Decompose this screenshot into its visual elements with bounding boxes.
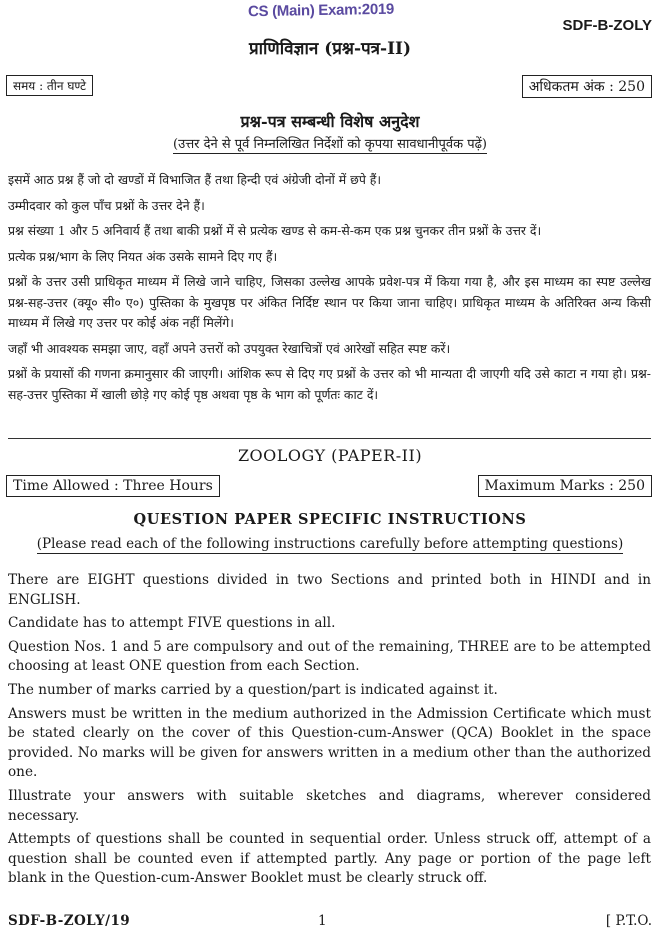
english-instruction: Question Nos. 1 and 5 are compulsory and out of the remaining, THREE are to be attempted choosing at least ONE question from each Section. xyxy=(8,638,651,675)
english-instruction: The number of marks carried by a question/part is indicated against it. xyxy=(8,681,498,698)
hindi-max-marks: अधिकतम अंक : 250 xyxy=(522,75,652,98)
exam-stamp: CS (Main) Exam:2019 xyxy=(247,0,395,21)
please-turn-over: [ P.T.O. xyxy=(605,913,652,929)
paper-code: SDF-B-ZOLY xyxy=(562,17,652,34)
english-instruction: Attempts of questions shall be counted in sequential order. Unless struck off, attempt of a question shall be counted even if attempted partly. Any page or portion of the page left blank in the Question-cum-Answer Booklet must be clearly struck off. xyxy=(8,831,651,887)
hindi-instruction: प्रत्येक प्रश्न/भाग के लिए नियत अंक उसके सामने दिए गए हैं। xyxy=(8,248,278,264)
hindi-paper-title: प्राणिविज्ञान (प्रश्न-पत्र-II) xyxy=(248,39,412,59)
hindi-instruction: इसमें आठ प्रश्न हैं जो दो खण्डों में विभाजित हैं तथा हिन्दी एवं अंग्रेजी दोनों में छपे हैं। xyxy=(8,172,382,187)
english-instruction: There are EIGHT questions divided in two Sections and printed both in HINDI and in ENGLISH. xyxy=(8,572,651,608)
page-number: 1 xyxy=(318,913,327,929)
english-max-marks: Maximum Marks : 250 xyxy=(478,475,652,497)
hindi-time-allowed: समय : तीन घण्टे xyxy=(6,75,93,96)
english-instructions-list xyxy=(8,571,651,893)
section-divider xyxy=(8,438,651,439)
english-paper-title: ZOOLOGY (PAPER-II) xyxy=(237,446,423,465)
footer-paper-code: SDF-B-ZOLY/19 xyxy=(8,913,131,929)
hindi-instructions-subheading: (उत्तर देने से पूर्व निम्नलिखित निर्देशों को कृपया सावधानीपूर्वक पढ़ें) xyxy=(173,137,487,152)
hindi-instruction: उम्मीदवार को कुल पाँच प्रश्नों के उत्तर देने हैं। xyxy=(8,197,205,213)
english-instruction: Illustrate your answers with suitable sketches and diagrams, wherever considered necessary. xyxy=(8,787,651,824)
english-instruction: Answers must be written in the medium authorized in the Admission Certificate which must be stated clearly on the cover of this Question-cum-Answer (QCA) Booklet in the space provided. No marks will be given for answers written in a medium other than the authorized one. xyxy=(8,705,651,781)
english-instruction: Candidate has to attempt FIVE questions in all. xyxy=(8,615,336,632)
hindi-instruction: प्रश्नों के उत्तर उसी प्राधिकृत माध्यम में लिखे जाने चाहिए, जिसका उल्लेख आपके प्रवेश-पत्र में किया गया है, और इस माध्यम का स्पष्ट उल्लेख प्रश्न-सह-उत्तर (क्यू० सी० ए०) पुस्तिका के मुखपृष्ठ पर अंकित निर्दिष्ट स्थान पर किया जाना चाहिए। प्राधिकृत माध्यम के अतिरिक्त अन्य किसी माध्यम में लिखे गए उत्तर पर कोई अंक नहीं मिलेंगे। xyxy=(8,274,651,330)
hindi-instruction: प्रश्नों के प्रयासों की गणना क्रमानुसार की जाएगी। आंशिक रूप से दिए गए प्रश्नों के उत्तर को भी मान्यता दी जाएगी यदि उसे काटा न गया हो। प्रश्न-सह-उत्तर पुस्तिका में खाली छोड़े गए कोई पृष्ठ अथवा पृष्ठ के भाग को पूर्णतः काट दें। xyxy=(8,366,651,402)
english-instructions-subheading: (Please read each of the following instructions carefully before attempting questions) xyxy=(36,536,624,552)
english-time-allowed: Time Allowed : Three Hours xyxy=(6,475,220,497)
hindi-instructions-heading: प्रश्न-पत्र सम्बन्धी विशेष अनुदेश xyxy=(240,112,420,131)
hindi-instructions-list xyxy=(8,170,651,410)
hindi-instruction: प्रश्न संख्या 1 और 5 अनिवार्य हैं तथा बाकी प्रश्नों में से प्रत्येक खण्ड से कम-से-कम एक प्रश्न चुनकर तीन प्रश्नों के उत्तर दें। xyxy=(8,223,542,238)
english-instructions-heading: QUESTION PAPER SPECIFIC INSTRUCTIONS xyxy=(133,511,527,528)
hindi-instruction: जहाँ भी आवश्यक समझा जाए, वहाँ अपने उत्तरों को उपयुक्त रेखाचित्रों एवं आरेखों सहित स्पष्ट करें। xyxy=(8,340,451,356)
